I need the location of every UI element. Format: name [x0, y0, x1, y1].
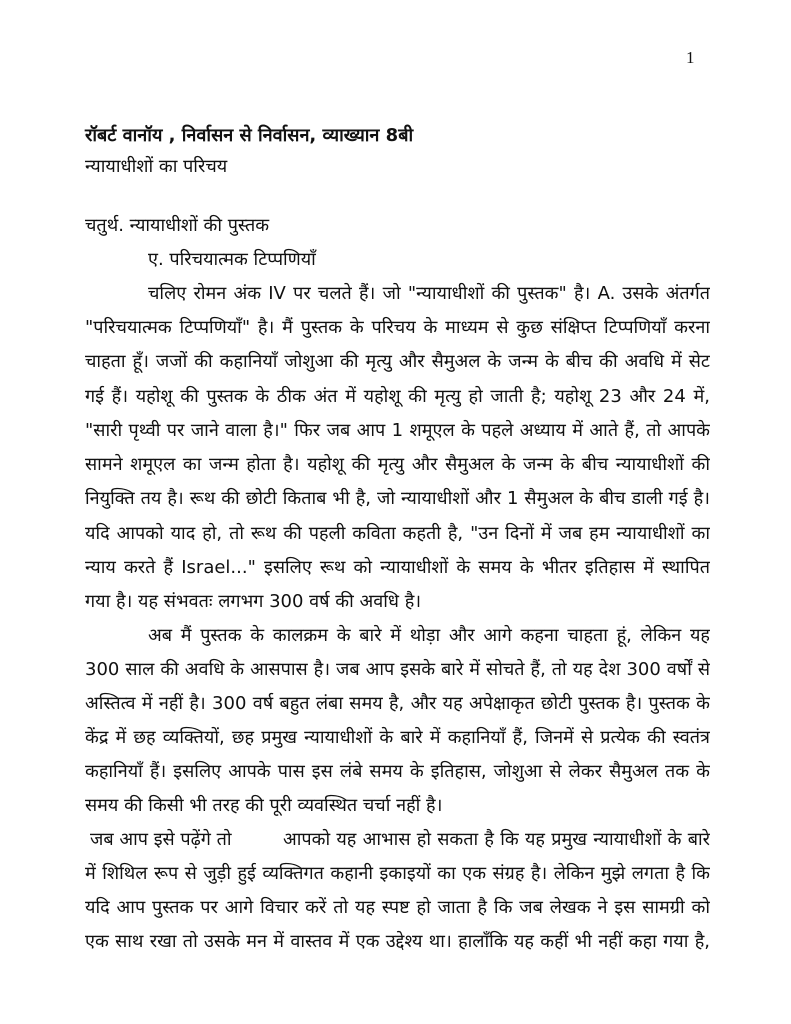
body-line: आपको यह आभास हो सकता है कि यह प्रमुख न्यायाधीशों के बारे [283, 829, 710, 850]
body-line: नियुक्ति तय है। रूथ की छोटी किताब भी है, जो न्यायाधीशों और 1 सैमुअल के बीच डाली गई है। [85, 488, 710, 509]
body-line: जब आप इसे पढ़ेंगे तो [90, 829, 232, 850]
body-line: गया है। यह संभवतः लगभग 300 वर्ष की अवधि है। [85, 591, 422, 612]
section-heading: चतुर्थ. न्यायाधीशों की पुस्तक [85, 215, 270, 236]
body-line: में शिथिल रूप से जुड़ी हुई व्यक्तिगत कहानी इकाइयों का एक संग्रह है। लेकिन मुझे लगता है कि [85, 863, 710, 884]
document-title: रॉबर्ट वानॉय , निर्वासन से निर्वासन, व्याख्यान 8बी [85, 125, 414, 146]
body-line: समय की किसी भी तरह की पूरी व्यवस्थित चर्चा नहीं है। [85, 795, 443, 816]
page-number: 1 [686, 48, 695, 67]
body-line: न्याय करते हैं Israel..." इसलिए रूथ को न्यायाधीशों के समय के भीतर इतिहास में स्थापित [85, 557, 710, 578]
body-line: यदि आप पुस्तक पर आगे विचार करें तो यह स्पष्ट हो जाता है कि जब लेखक ने इस सामग्री को [85, 897, 710, 918]
body-line: 300 साल की अवधि के आसपास है। जब आप इसके बारे में सोचते हैं, तो यह देश 300 वर्षों से [85, 659, 710, 680]
body-line: गई हैं। यहोशू की पुस्तक के ठीक अंत में यहोशू की मृत्यु हो जाती है; यहोशू 23 और 24 में, [85, 386, 710, 407]
body-line: एक साथ रखा तो उसके मन में वास्तव में एक उद्देश्य था। हालाँकि यह कहीं भी नहीं कहा गया है, [85, 931, 710, 952]
body-line: "सारी पृथ्वी पर जाने वाला है।" फिर जब आप 1 शमूएल के पहले अध्याय में आते हैं, तो आपके [85, 420, 710, 441]
body-line: अस्तित्व में नहीं है। 300 वर्ष बहुत लंबा समय है, और यह अपेक्षाकृत छोटी पुस्तक है। पुस्तक के [85, 693, 710, 714]
body-line: चाहता हूँ। जजों की कहानियाँ जोशुआ की मृत्यु और सैमुअल के जन्म के बीच की अवधि में सेट [85, 351, 710, 372]
document-subtitle: न्यायाधीशों का परिचय [85, 156, 228, 177]
body-line: "परिचयात्मक टिप्पणियाँ" है। मैं पुस्तक के परिचय के माध्यम से कुछ संक्षिप्त टिप्पणियाँ करना [85, 317, 710, 338]
body-line: सामने शमूएल का जन्म होता है। यहोशू की मृत्यु और सैमुअल के जन्म के बीच न्यायाधीशों की [85, 454, 710, 475]
body-line: चलिए रोमन अंक IV पर चलते हैं। जो "न्यायाधीशों की पुस्तक" है। A. उसके अंतर्गत [148, 283, 710, 304]
body-line: कहानियाँ हैं। इसलिए आपके पास इस लंबे समय के इतिहास, जोशुआ से लेकर सैमुअल तक के [85, 761, 710, 782]
body-line: अब मैं पुस्तक के कालक्रम के बारे में थोड़ा और आगे कहना चाहता हूं, लेकिन यह [148, 625, 710, 646]
body-line: यदि आपको याद हो, तो रूथ की पहली कविता कहती है, "उन दिनों में जब हम न्यायाधीशों का [85, 523, 710, 544]
subsection-heading: ए. परिचयात्मक टिप्पणियाँ [148, 249, 316, 270]
body-line: केंद्र में छह व्यक्तियों, छह प्रमुख न्यायाधीशों के बारे में कहानियाँ हैं, जिनमें से प्रत्येक की स्वतंत्र [85, 727, 710, 748]
